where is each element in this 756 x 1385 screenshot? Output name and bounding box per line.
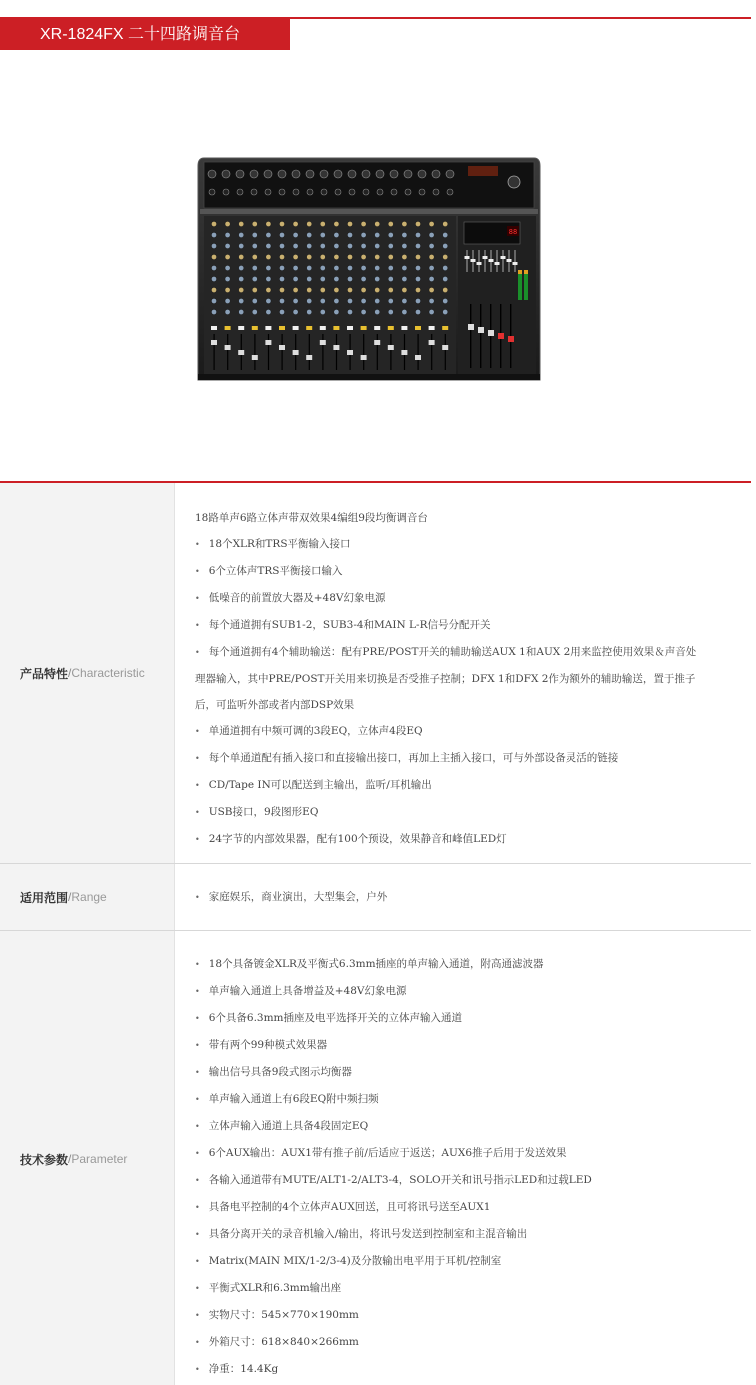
list-item xyxy=(195,1329,739,1356)
bullet-icon: • xyxy=(195,1095,200,1104)
list-item-text: 每个通道拥有SUB1-2，SUB3-4和MAIN L-R信号分配开关 xyxy=(208,619,491,631)
spec-content-characteristic xyxy=(175,483,751,863)
bullet-icon: • xyxy=(195,621,200,630)
list-item xyxy=(195,1302,739,1329)
list-item xyxy=(195,1086,739,1113)
bullet-icon: • xyxy=(195,1122,200,1131)
list-item xyxy=(195,692,739,718)
bullet-icon: • xyxy=(195,1257,200,1266)
spec-content-parameter xyxy=(175,931,751,1385)
bullet-icon: • xyxy=(195,1068,200,1077)
list-item-text: 单声输入通道上具备增益及+48V幻象电源 xyxy=(208,985,407,997)
bullet-icon: • xyxy=(195,567,200,576)
list-item-text: CD/Tape IN可以配送到主输出，监听/耳机输出 xyxy=(208,779,432,791)
intro-text: 18路单声6路立体声带双效果4编组9段均衡调音台 xyxy=(195,512,428,524)
feature-list xyxy=(195,531,739,853)
list-item-text: 平衡式XLR和6.3mm输出座 xyxy=(208,1282,342,1294)
range-list xyxy=(195,884,739,911)
list-item-text: 每个通道拥有4个辅助输送：配有PRE/POST开关的辅助输送AUX 1和AUX 2用来监控使用效果＆声音处 xyxy=(208,646,697,658)
list-item-text: 6个AUX输出：AUX1带有推子前/后适应于返送；AUX6推子后用于发送效果 xyxy=(208,1147,567,1159)
bullet-icon: • xyxy=(195,1338,200,1347)
list-item xyxy=(195,558,739,585)
spec-label-characteristic xyxy=(0,483,175,863)
list-item-text: 输出信号具备9段式图示均衡器 xyxy=(208,1066,352,1078)
list-item xyxy=(195,718,739,745)
list-item-text: USB接口，9段图形EQ xyxy=(208,806,319,818)
bullet-icon: • xyxy=(195,1149,200,1158)
spec-row-parameter xyxy=(0,931,751,1385)
bullet-icon: • xyxy=(195,835,200,844)
bullet-icon: • xyxy=(195,808,200,817)
mixer-product-image xyxy=(196,154,542,384)
bullet-icon: • xyxy=(195,1176,200,1185)
list-item xyxy=(195,745,739,772)
spec-row-range xyxy=(0,864,751,931)
list-item-text: 具备分离开关的录音机输入/输出，将讯号发送到控制室和主混音输出 xyxy=(208,1228,528,1240)
list-item-text: 实物尺寸：545×770×190mm xyxy=(208,1309,359,1321)
list-item xyxy=(195,1221,739,1248)
list-item xyxy=(195,666,739,692)
list-item-text: 6个立体声TRS平衡接口输入 xyxy=(208,565,343,577)
bullet-icon: • xyxy=(195,987,200,996)
bullet-icon: • xyxy=(195,727,200,736)
list-item xyxy=(195,1113,739,1140)
bullet-icon: • xyxy=(195,781,200,790)
list-item xyxy=(195,1032,739,1059)
list-item xyxy=(195,1140,739,1167)
list-item xyxy=(195,799,739,826)
list-item-text: 理器输入，其中PRE/POST开关用来切换是否受推子控制；DFX 1和DFX 2作为额外的辅助输送，置于推子 xyxy=(195,673,696,685)
bullet-icon: • xyxy=(195,648,200,657)
label-cn: 产品特性 xyxy=(20,666,69,681)
bullet-icon: • xyxy=(195,960,200,969)
list-item-text: 带有两个99种模式效果器 xyxy=(208,1039,328,1051)
parameter-list xyxy=(195,951,739,1383)
bullet-icon: • xyxy=(195,594,200,603)
bullet-icon: • xyxy=(195,1230,200,1239)
list-item-text: 18个XLR和TRS平衡输入接口 xyxy=(208,538,351,550)
list-item-text: 18个具备镀金XLR及平衡式6.3mm插座的单声输入通道，附高通滤波器 xyxy=(208,958,544,970)
spec-label-range xyxy=(0,864,175,930)
bullet-icon: • xyxy=(195,1311,200,1320)
list-item xyxy=(195,639,739,666)
bullet-icon: • xyxy=(195,1365,200,1374)
list-item xyxy=(195,884,739,911)
list-item-text: 外箱尺寸：618×840×266mm xyxy=(208,1336,359,1348)
list-item xyxy=(195,531,739,558)
bullet-icon: • xyxy=(195,1203,200,1212)
list-item-text: 24字节的内部效果器，配有100个预设，效果静音和峰值LED灯 xyxy=(208,833,507,845)
label-en: Characteristic xyxy=(71,666,145,680)
list-item-text: 立体声输入通道上具备4段固定EQ xyxy=(208,1120,369,1132)
bullet-icon: • xyxy=(195,1284,200,1293)
list-item xyxy=(195,1248,739,1275)
spec-content-range xyxy=(175,864,751,930)
list-item xyxy=(195,1005,739,1032)
list-item xyxy=(195,772,739,799)
label-en: Parameter xyxy=(71,1152,128,1166)
list-item xyxy=(195,978,739,1005)
list-item xyxy=(195,1356,739,1383)
page-title: XR-1824FX 二十四路调音台 xyxy=(0,19,290,50)
list-item-text: 单声输入通道上有6段EQ附中频扫频 xyxy=(208,1093,379,1105)
list-item xyxy=(195,826,739,853)
list-item-text: 后，可监听外部或者内部DSP效果 xyxy=(195,699,355,711)
bullet-icon: • xyxy=(195,893,200,902)
list-item xyxy=(195,1059,739,1086)
svg-text:88: 88 xyxy=(508,228,518,236)
label-en: Range xyxy=(71,890,107,904)
list-item xyxy=(195,951,739,978)
list-item-text: 低噪音的前置放大器及+48V幻象电源 xyxy=(208,592,386,604)
list-item-text: 家庭娱乐，商业演出，大型集会，户外 xyxy=(208,891,388,903)
list-item-text: 每个单通道配有插入接口和直接输出接口，再加上主插入接口，可与外部设备灵活的链接 xyxy=(208,752,619,764)
list-item-text: 6个具备6.3mm插座及电平选择开关的立体声输入通道 xyxy=(208,1012,463,1024)
bullet-icon: • xyxy=(195,754,200,763)
list-item xyxy=(195,612,739,639)
label-separator: / xyxy=(68,666,72,680)
list-item-text: Matrix(MAIN MIX/1-2/3-4)及分散输出电平用于耳机/控制室 xyxy=(208,1255,502,1267)
bullet-icon: • xyxy=(195,540,200,549)
list-item-text: 各输入通道带有MUTE/ALT1-2/ALT3-4，SOLO开关和讯号指示LED和过载LED xyxy=(208,1174,592,1186)
spec-label-parameter xyxy=(0,931,175,1385)
list-item xyxy=(195,585,739,612)
spec-table xyxy=(0,481,751,1385)
label-cn: 适用范围 xyxy=(20,890,69,905)
bullet-icon: • xyxy=(195,1014,200,1023)
bullet-icon: • xyxy=(195,1041,200,1050)
spec-row-characteristic xyxy=(0,483,751,864)
list-item xyxy=(195,1194,739,1221)
list-item xyxy=(195,1275,739,1302)
label-cn: 技术参数 xyxy=(20,1152,69,1167)
list-item-text: 净重：14.4Kg xyxy=(208,1363,279,1375)
label-separator: / xyxy=(68,890,72,904)
list-item-text: 单通道拥有中频可调的3段EQ，立体声4段EQ xyxy=(208,725,423,737)
list-item-text: 具备电平控制的4个立体声AUX回送，且可将讯号送至AUX1 xyxy=(208,1201,491,1213)
label-separator: / xyxy=(68,1152,72,1166)
list-item xyxy=(195,1167,739,1194)
